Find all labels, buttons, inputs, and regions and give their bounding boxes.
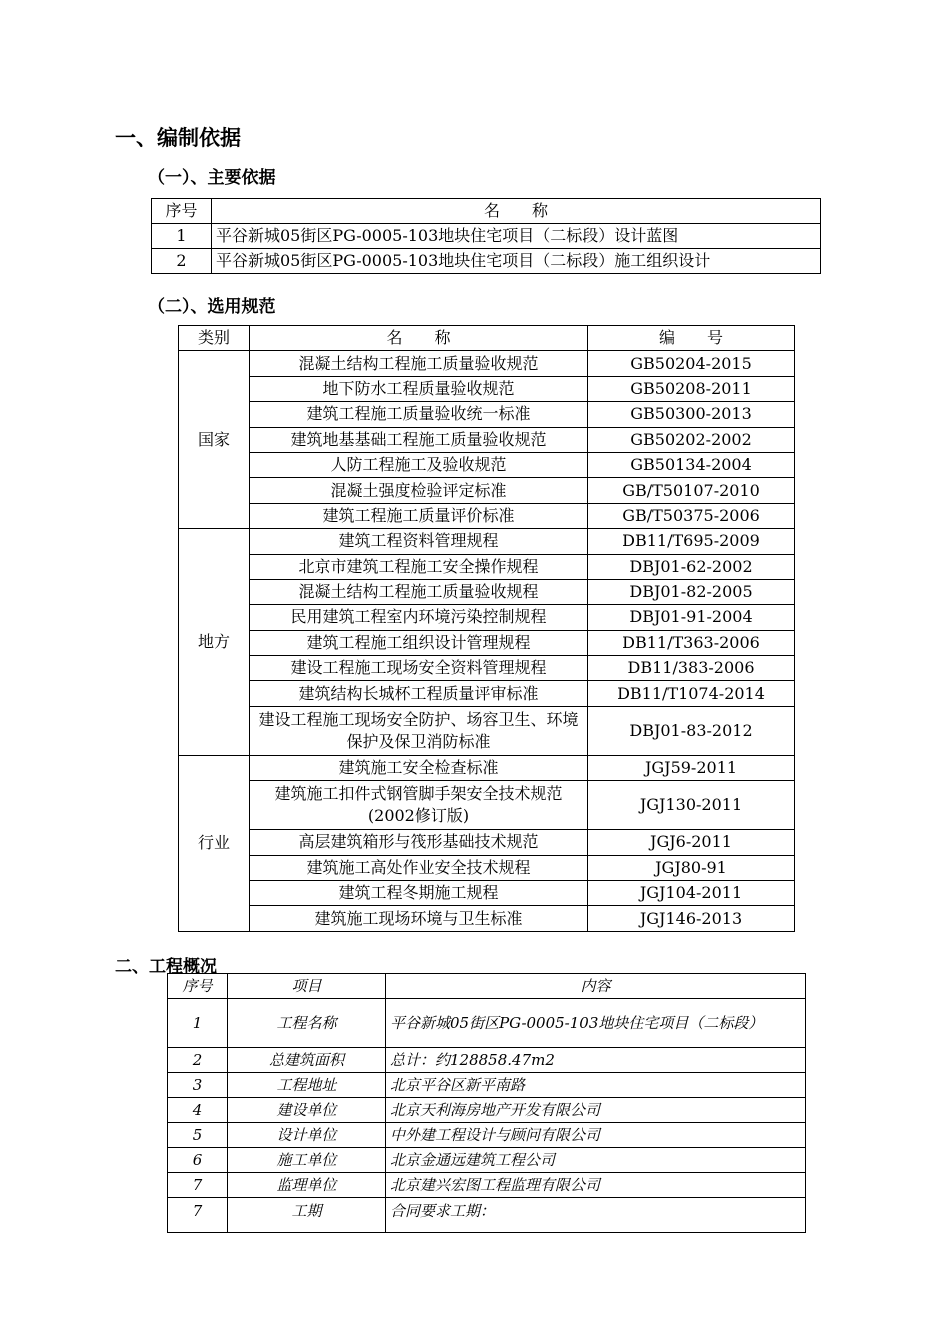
row-content: 北京金通远建筑工程公司 (386, 1148, 806, 1173)
header-item: 项目 (228, 974, 386, 999)
header-content: 内容 (386, 974, 806, 999)
table-row (179, 755, 795, 780)
table-row (179, 478, 795, 503)
standard-name: 建筑施工现场环境与卫生标准 (250, 906, 588, 931)
table-row (168, 1148, 806, 1173)
row-item: 建设单位 (228, 1098, 386, 1123)
table-row (179, 554, 795, 579)
standard-name: 民用建筑工程室内环境污染控制规程 (250, 605, 588, 630)
row-name: 平谷新城05街区PG-0005-103地块住宅项目（二标段）设计蓝图 (212, 224, 821, 249)
table-header-row (168, 974, 806, 999)
row-content: 北京天利海房地产开发有限公司 (386, 1098, 806, 1123)
standard-code: GB50202-2002 (588, 427, 795, 452)
table-row (179, 706, 795, 755)
row-item: 工程名称 (228, 999, 386, 1048)
standard-code: DB11/T695-2009 (588, 529, 795, 554)
table-row (179, 906, 795, 931)
table-header-row (152, 199, 821, 224)
row-name: 平谷新城05街区PG-0005-103地块住宅项目（二标段）施工组织设计 (212, 249, 821, 274)
table-row (168, 1098, 806, 1123)
standard-name: 混凝土结构工程施工质量验收规范 (250, 351, 588, 376)
header-index: 序号 (168, 974, 228, 999)
table-row (168, 1198, 806, 1233)
standard-code: JGJ130-2011 (588, 781, 795, 830)
standard-code: DBJ01-83-2012 (588, 706, 795, 755)
standard-name: 建筑工程施工质量验收统一标准 (250, 402, 588, 427)
standard-name: 建筑工程施工质量评价标准 (250, 503, 588, 528)
standard-name: 建筑工程冬期施工规程 (250, 881, 588, 906)
table-row (179, 605, 795, 630)
standard-name: 建筑地基基础工程施工质量验收规范 (250, 427, 588, 452)
standard-name: 混凝土结构工程施工质量验收规程 (250, 579, 588, 604)
header-code: 编 号 (588, 326, 795, 351)
row-index: 1 (152, 224, 212, 249)
standard-name: 建筑施工高处作业安全技术规程 (250, 855, 588, 880)
table-row (152, 249, 821, 274)
standards-table (178, 325, 795, 932)
header-index: 序号 (152, 199, 212, 224)
row-item: 工期 (228, 1198, 386, 1233)
category-cell: 行业 (179, 755, 250, 931)
table-row (179, 503, 795, 528)
standard-name: 建设工程施工现场安全资料管理规程 (250, 656, 588, 681)
row-index: 5 (168, 1123, 228, 1148)
standard-code: JGJ146-2013 (588, 906, 795, 931)
table-row (168, 1073, 806, 1098)
section-1-title: 一、编制依据 (115, 125, 241, 150)
table-header-row (179, 326, 795, 351)
standard-name: 北京市建筑工程施工安全操作规程 (250, 554, 588, 579)
standard-name: 高层建筑箱形与筏形基础技术规范 (250, 830, 588, 855)
standard-code: DBJ01-62-2002 (588, 554, 795, 579)
table-row (179, 402, 795, 427)
row-item: 工程地址 (228, 1073, 386, 1098)
header-name: 名 称 (212, 199, 821, 224)
subsection-main-basis-title: （一）、主要依据 (148, 168, 276, 188)
row-index: 7 (168, 1198, 228, 1233)
row-item: 施工单位 (228, 1148, 386, 1173)
standard-code: DB11/T1074-2014 (588, 681, 795, 706)
table-row (168, 1048, 806, 1073)
standard-code: DBJ01-91-2004 (588, 605, 795, 630)
row-content: 合同要求工期： (386, 1198, 806, 1233)
standard-code: JGJ104-2011 (588, 881, 795, 906)
standard-code: DB11/383-2006 (588, 656, 795, 681)
standard-code: GB/T50107-2010 (588, 478, 795, 503)
project-overview-table (167, 973, 806, 1233)
table-row (179, 529, 795, 554)
standard-name: 建设工程施工现场安全防护、场容卫生、环境保护及保卫消防标准 (250, 706, 588, 755)
row-content: 平谷新城05街区PG-0005-103地块住宅项目（二标段） (386, 999, 806, 1048)
row-index: 3 (168, 1073, 228, 1098)
main-basis-table (151, 198, 821, 274)
standard-name: 建筑工程资料管理规程 (250, 529, 588, 554)
table-row (179, 830, 795, 855)
table-row (179, 681, 795, 706)
table-row (168, 1123, 806, 1148)
row-index: 7 (168, 1173, 228, 1198)
header-category: 类别 (179, 326, 250, 351)
row-content: 总计：约128858.47m2 (386, 1048, 806, 1073)
row-content: 北京平谷区新平南路 (386, 1073, 806, 1098)
row-index: 4 (168, 1098, 228, 1123)
standard-code: GB/T50375-2006 (588, 503, 795, 528)
standard-code: GB50204-2015 (588, 351, 795, 376)
standard-code: JGJ6-2011 (588, 830, 795, 855)
standard-code: GB50208-2011 (588, 376, 795, 401)
standard-name: 建筑工程施工组织设计管理规程 (250, 630, 588, 655)
standard-code: JGJ59-2011 (588, 755, 795, 780)
standard-name: 人防工程施工及验收规范 (250, 452, 588, 477)
standard-code: GB50300-2013 (588, 402, 795, 427)
standard-code: DB11/T363-2006 (588, 630, 795, 655)
table-row (179, 781, 795, 830)
standard-name: 建筑结构长城杯工程质量评审标准 (250, 681, 588, 706)
standard-code: JGJ80-91 (588, 855, 795, 880)
table-row (179, 427, 795, 452)
standard-name: 建筑施工扣件式钢管脚手架安全技术规范(2002修订版) (250, 781, 588, 830)
table-row (168, 1173, 806, 1198)
table-row (179, 656, 795, 681)
row-item: 监理单位 (228, 1173, 386, 1198)
subsection-standards-title: （二）、选用规范 (148, 297, 276, 317)
table-row (179, 630, 795, 655)
table-row (179, 376, 795, 401)
row-item: 总建筑面积 (228, 1048, 386, 1073)
standard-code: GB50134-2004 (588, 452, 795, 477)
table-row (179, 579, 795, 604)
table-row (179, 452, 795, 477)
table-row (179, 855, 795, 880)
row-index: 2 (152, 249, 212, 274)
row-content: 中外建工程设计与顾问有限公司 (386, 1123, 806, 1148)
standard-name: 地下防水工程质量验收规范 (250, 376, 588, 401)
row-index: 2 (168, 1048, 228, 1073)
row-index: 6 (168, 1148, 228, 1173)
row-item: 设计单位 (228, 1123, 386, 1148)
section-2-title: 二、工程概况 (115, 957, 217, 977)
standard-name: 混凝土强度检验评定标准 (250, 478, 588, 503)
standard-name: 建筑施工安全检查标准 (250, 755, 588, 780)
table-row (179, 881, 795, 906)
category-cell: 地方 (179, 529, 250, 756)
table-row (179, 351, 795, 376)
row-content: 北京建兴宏图工程监理有限公司 (386, 1173, 806, 1198)
standard-code: DBJ01-82-2005 (588, 579, 795, 604)
table-row (168, 999, 806, 1048)
category-cell: 国家 (179, 351, 250, 529)
row-index: 1 (168, 999, 228, 1048)
header-name: 名 称 (250, 326, 588, 351)
table-row (152, 224, 821, 249)
